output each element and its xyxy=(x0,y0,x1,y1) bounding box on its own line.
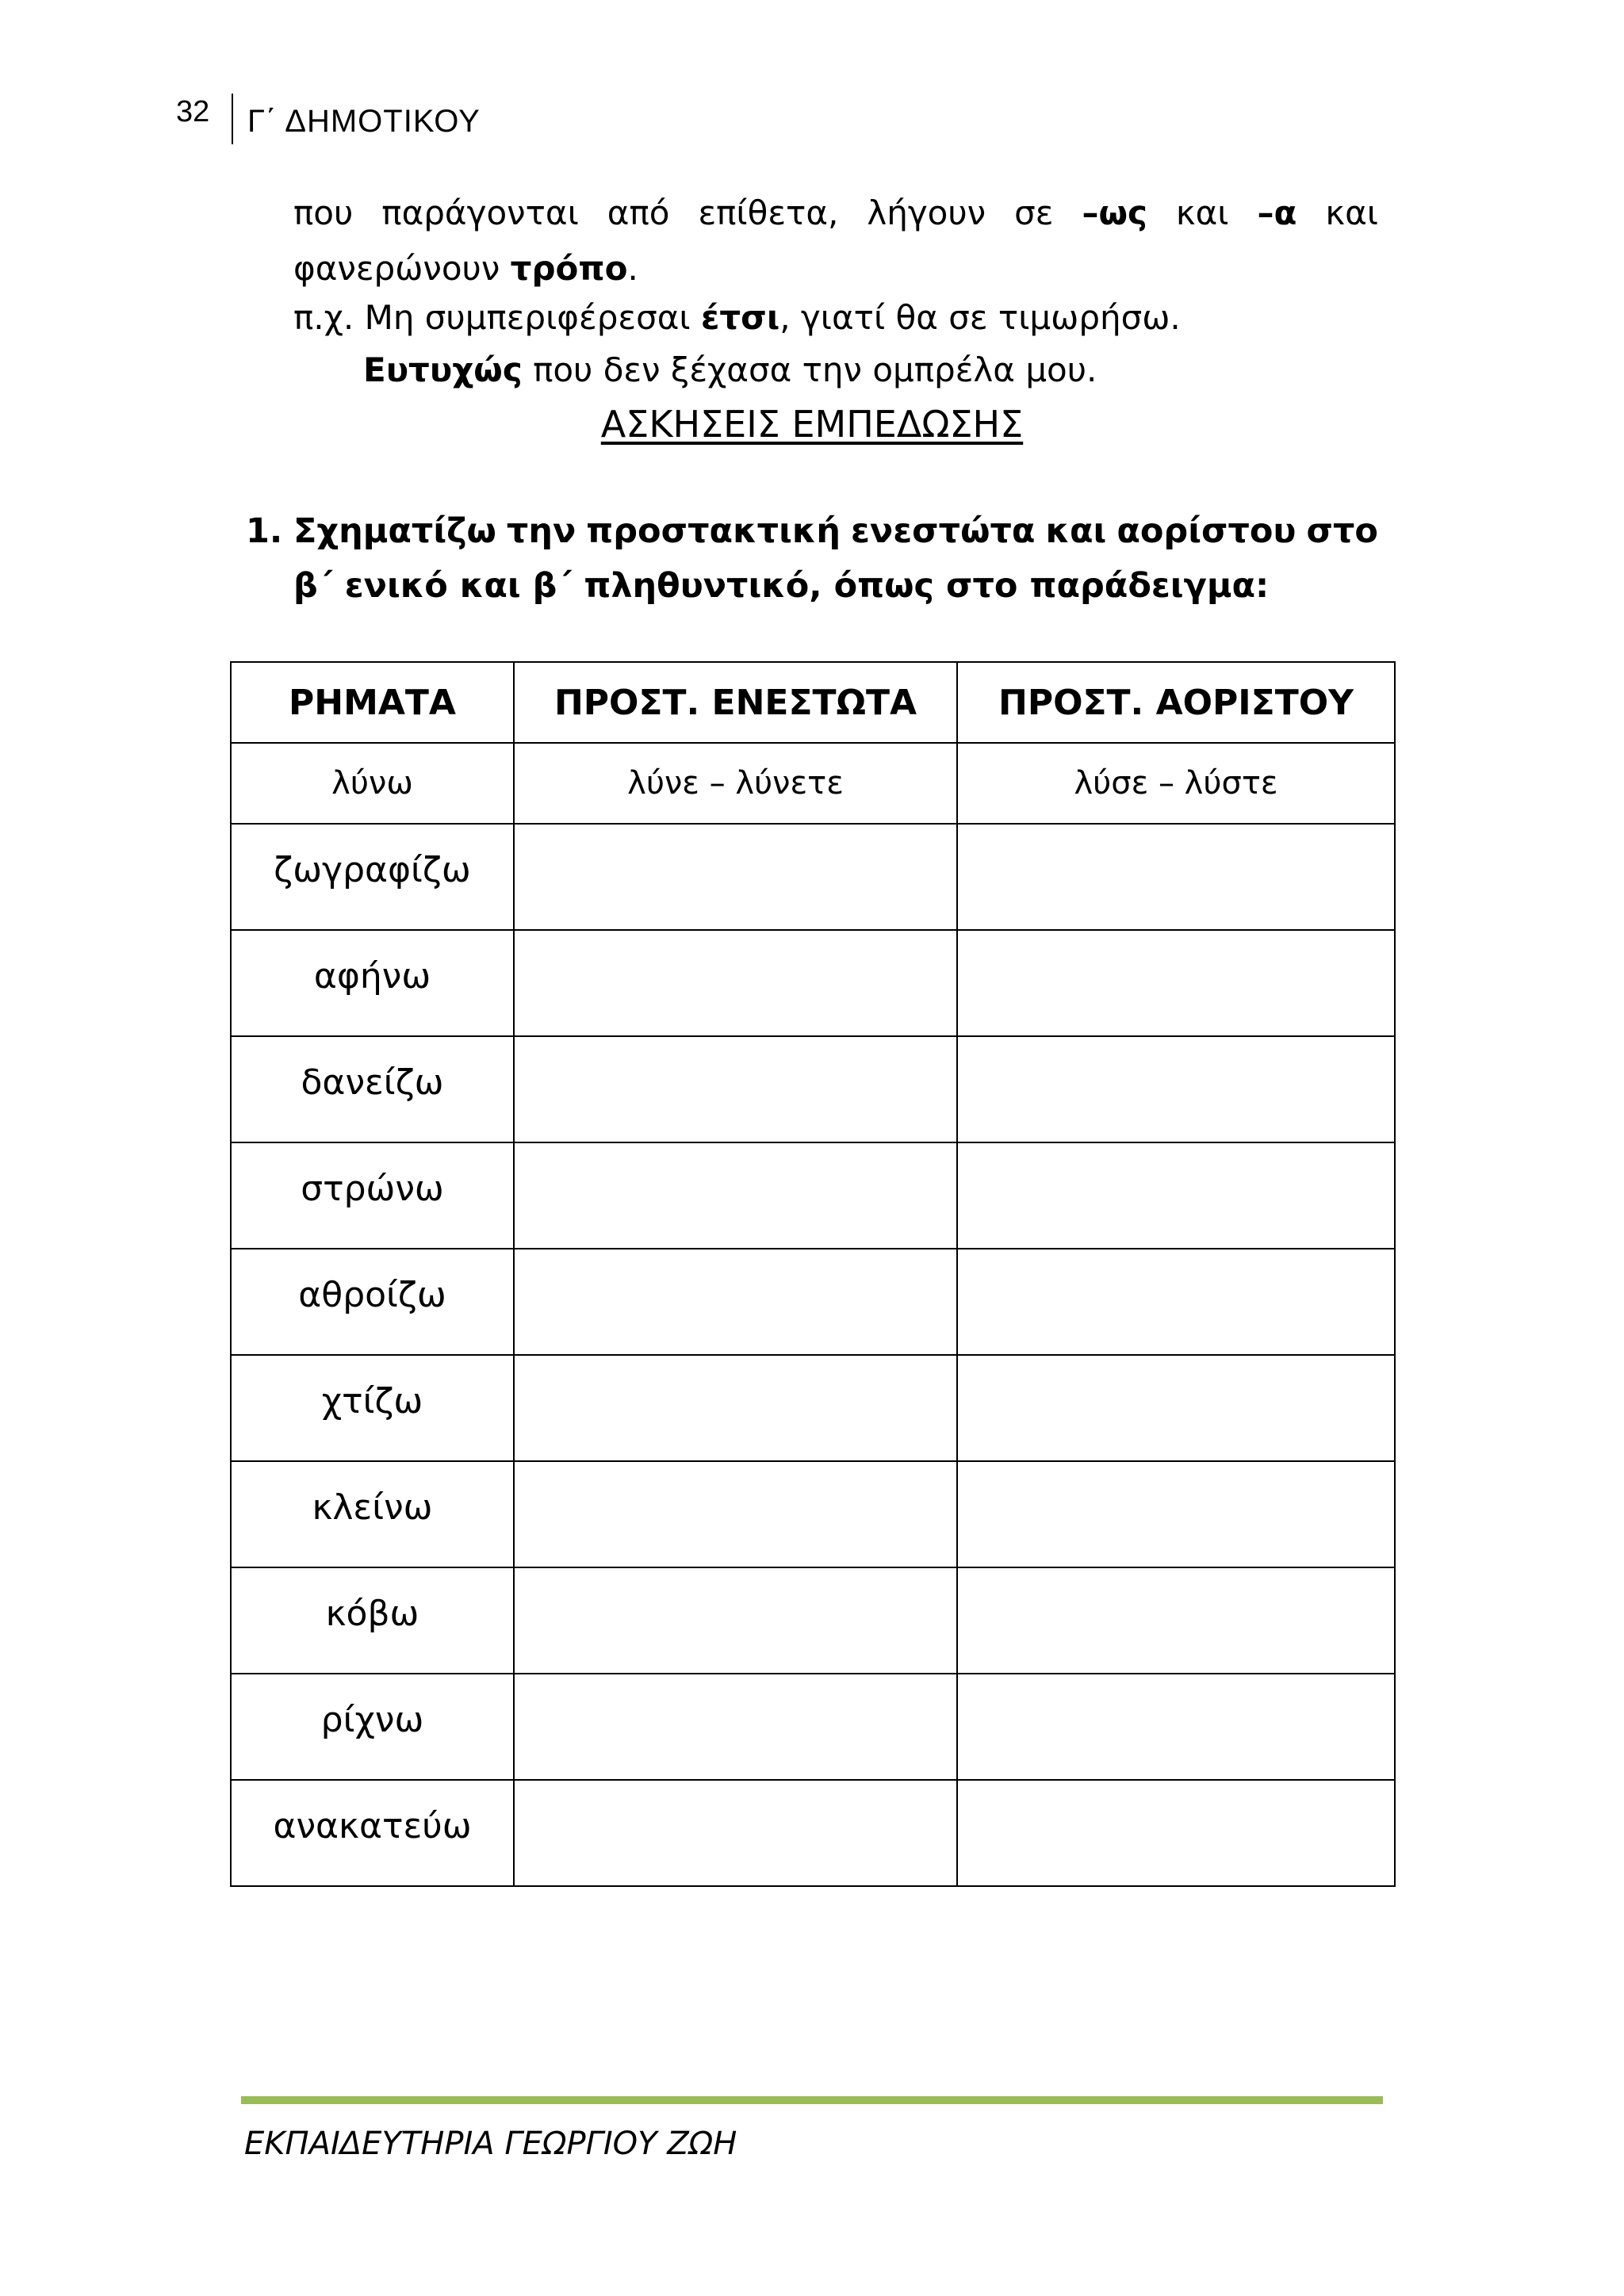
intro-word: και xyxy=(1175,193,1229,232)
intro-word: από xyxy=(607,193,670,232)
verb-cell: χτίζω xyxy=(231,1355,514,1461)
exercise-word: στο xyxy=(1306,511,1378,551)
intro-text: π.χ. Μη συμπεριφέρεσαι xyxy=(293,298,701,337)
table-example-row xyxy=(231,743,1395,824)
answer-cell-present[interactable] xyxy=(514,1780,957,1886)
intro-word: παράγονται xyxy=(381,193,579,232)
answer-cell-aorist[interactable] xyxy=(957,1036,1395,1142)
answer-cell-present[interactable] xyxy=(514,1142,957,1249)
table-row xyxy=(231,1142,1395,1249)
exercise-word: αορίστου xyxy=(1116,511,1297,551)
intro-word: επίθετα, xyxy=(698,193,839,232)
answer-cell-aorist[interactable] xyxy=(957,1355,1395,1461)
page-number: 32 xyxy=(176,95,210,128)
intro-suffix-os: –ως xyxy=(1082,193,1147,232)
table-header-row xyxy=(231,662,1395,743)
intro-word: λήγουν xyxy=(867,193,986,232)
answer-cell-aorist[interactable] xyxy=(957,930,1395,1036)
intro-word: και xyxy=(1325,193,1378,232)
column-header-verbs: ΡΗΜΑΤΑ xyxy=(231,662,514,743)
answer-cell-aorist[interactable] xyxy=(957,1142,1395,1249)
answer-cell-present[interactable] xyxy=(514,930,957,1036)
table-row xyxy=(231,1567,1395,1674)
answer-cell-present[interactable] xyxy=(514,1036,957,1142)
exercise-instruction-line-1 xyxy=(293,511,1378,551)
intro-text: , γιατί θα σε τιμωρήσω. xyxy=(779,298,1181,337)
intro-keyword: Ευτυχώς xyxy=(363,350,523,389)
intro-word: σε xyxy=(1014,193,1054,232)
intro-example-1 xyxy=(293,298,1378,337)
table-row xyxy=(231,1780,1395,1886)
answer-cell-aorist[interactable] xyxy=(957,824,1395,930)
answer-cell-aorist[interactable] xyxy=(957,1461,1395,1567)
verb-cell: αθροίζω xyxy=(231,1249,514,1355)
exercise-instruction-line-2: β΄ ενικό και β΄ πληθυντικό, όπως στο παράδειγμα: xyxy=(293,566,1270,606)
verb-cell: ανακατεύω xyxy=(231,1780,514,1886)
answer-cell-present[interactable] xyxy=(514,1249,957,1355)
intro-keyword: τρόπο xyxy=(510,249,628,288)
verb-table xyxy=(230,661,1396,1887)
verb-cell: κόβω xyxy=(231,1567,514,1674)
answer-cell-present[interactable] xyxy=(514,1355,957,1461)
verb-cell: κλείνω xyxy=(231,1461,514,1567)
footer-divider xyxy=(241,2096,1383,2104)
table-row xyxy=(231,1355,1395,1461)
answer-cell-aorist[interactable] xyxy=(957,1249,1395,1355)
footer-text: ΕΚΠΑΙΔΕΥΤΗΡΙΑ ΓΕΩΡΓΙΟΥ ΖΩΗ xyxy=(244,2126,737,2162)
intro-line-1 xyxy=(293,193,1378,232)
answer-cell-aorist[interactable] xyxy=(957,1567,1395,1674)
intro-example-2 xyxy=(363,350,1448,389)
answer-cell-present[interactable] xyxy=(514,1567,957,1674)
header-divider xyxy=(232,94,233,144)
intro-word: που xyxy=(293,193,354,232)
answer-cell-present[interactable] xyxy=(514,1674,957,1780)
exercise-word: την xyxy=(506,511,576,551)
verb-cell: ρίχνω xyxy=(231,1674,514,1780)
table-row xyxy=(231,1674,1395,1780)
answer-cell-present[interactable] xyxy=(514,1461,957,1567)
answer-cell-aorist[interactable] xyxy=(957,1780,1395,1886)
answer-cell-present[interactable] xyxy=(514,824,957,930)
section-title: ΑΣΚΗΣΕΙΣ ΕΜΠΕΔΩΣΗΣ xyxy=(600,403,1024,446)
table-row xyxy=(231,1461,1395,1567)
answer-cell-aorist[interactable] xyxy=(957,1674,1395,1780)
header-title: Γ΄ ΔΗΜΟΤΙΚΟΥ xyxy=(247,104,481,139)
exercise-number: 1. xyxy=(246,511,283,551)
intro-keyword: έτσι xyxy=(700,298,780,337)
exercise-word: προστακτική xyxy=(586,511,841,551)
example-aorist-imperative: λύσε – λύστε xyxy=(957,743,1395,824)
exercise-word: ενεστώτα xyxy=(851,511,1036,551)
verb-cell: ζωγραφίζω xyxy=(231,824,514,930)
intro-text: φανερώνουν xyxy=(293,249,511,288)
table-row xyxy=(231,1036,1395,1142)
example-verb: λύνω xyxy=(231,743,514,824)
column-header-aorist-imperative: ΠΡΟΣΤ. ΑΟΡΙΣΤΟΥ xyxy=(957,662,1395,743)
verb-cell: αφήνω xyxy=(231,930,514,1036)
table-row xyxy=(231,1249,1395,1355)
verb-cell: στρώνω xyxy=(231,1142,514,1249)
column-header-present-imperative: ΠΡΟΣΤ. ΕΝΕΣΤΩΤΑ xyxy=(514,662,957,743)
intro-text: . xyxy=(627,249,638,288)
exercise-word: και xyxy=(1045,511,1107,551)
verb-cell: δανείζω xyxy=(231,1036,514,1142)
table-row xyxy=(231,824,1395,930)
intro-suffix-a: –α xyxy=(1257,193,1297,232)
table-row xyxy=(231,930,1395,1036)
intro-text: που δεν ξέχασα την ομπρέλα μου. xyxy=(522,350,1097,389)
example-present-imperative: λύνε – λύνετε xyxy=(514,743,957,824)
exercise-word: Σχηματίζω xyxy=(293,511,496,551)
intro-line-2 xyxy=(293,249,1378,288)
